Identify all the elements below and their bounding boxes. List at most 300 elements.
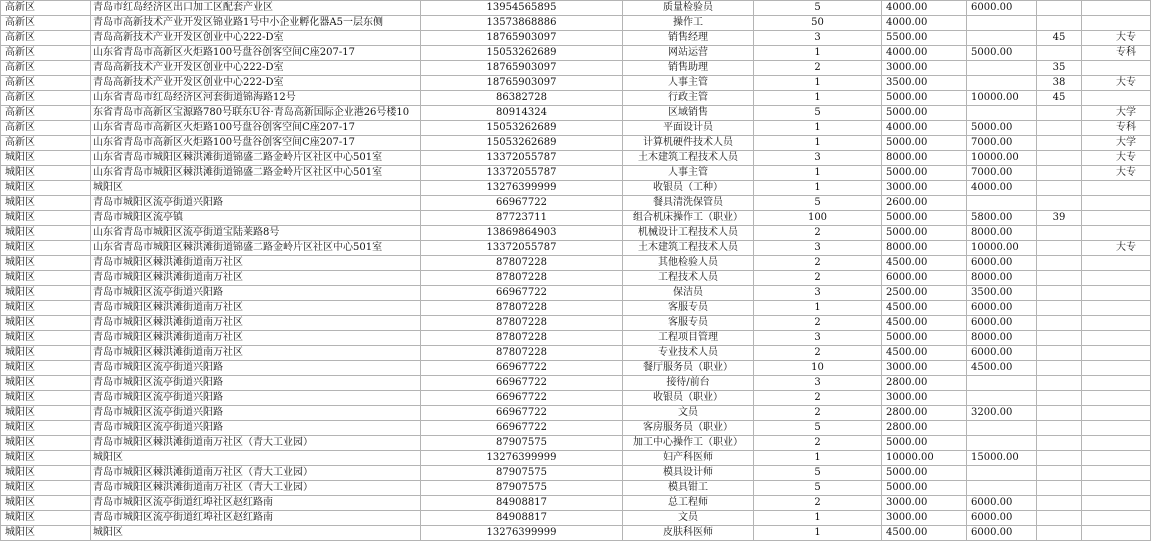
cell-max[interactable]: 8000.00 [967, 226, 1037, 241]
cell-address[interactable]: 青岛市城阳区流亭街道兴阳路 [91, 286, 421, 301]
cell-min[interactable]: 5000.00 [882, 466, 967, 481]
cell-age[interactable] [1037, 496, 1082, 511]
cell-max[interactable]: 5000.00 [967, 46, 1037, 61]
cell-district[interactable]: 高新区 [1, 136, 91, 151]
cell-count[interactable]: 2 [754, 316, 882, 331]
cell-job[interactable]: 区域销售 [623, 106, 754, 121]
cell-edu[interactable] [1082, 211, 1151, 226]
cell-address[interactable]: 青岛市城阳区流亭街道兴阳路 [91, 421, 421, 436]
cell-edu[interactable] [1082, 406, 1151, 421]
cell-max[interactable] [967, 436, 1037, 451]
cell-edu[interactable] [1082, 421, 1151, 436]
cell-address[interactable]: 青岛市城阳区流亭街道兴阳路 [91, 361, 421, 376]
cell-count[interactable]: 1 [754, 46, 882, 61]
cell-max[interactable]: 6000.00 [967, 301, 1037, 316]
cell-address[interactable]: 青岛市城阳区流亭街道红埠社区赵红路南 [91, 511, 421, 526]
cell-min[interactable]: 5000.00 [882, 436, 967, 451]
cell-phone[interactable]: 13276399999 [421, 526, 623, 541]
cell-edu[interactable] [1082, 451, 1151, 466]
cell-district[interactable]: 城阳区 [1, 466, 91, 481]
cell-phone[interactable]: 87807228 [421, 346, 623, 361]
cell-min[interactable]: 3000.00 [882, 496, 967, 511]
cell-max[interactable]: 6000.00 [967, 256, 1037, 271]
cell-address[interactable]: 青岛市城阳区棘洪滩街道南万社区 [91, 346, 421, 361]
cell-min[interactable]: 3500.00 [882, 76, 967, 91]
cell-job[interactable]: 人事主管 [623, 166, 754, 181]
cell-max[interactable] [967, 391, 1037, 406]
cell-min[interactable]: 2800.00 [882, 421, 967, 436]
cell-min[interactable]: 10000.00 [882, 451, 967, 466]
cell-age[interactable] [1037, 16, 1082, 31]
cell-min[interactable]: 3000.00 [882, 61, 967, 76]
cell-max[interactable]: 10000.00 [967, 151, 1037, 166]
cell-age[interactable] [1037, 271, 1082, 286]
cell-district[interactable]: 城阳区 [1, 241, 91, 256]
cell-phone[interactable]: 87907575 [421, 436, 623, 451]
cell-age[interactable] [1037, 316, 1082, 331]
cell-edu[interactable] [1082, 481, 1151, 496]
cell-edu[interactable]: 大专 [1082, 151, 1151, 166]
cell-count[interactable]: 5 [754, 466, 882, 481]
cell-phone[interactable]: 13372055787 [421, 166, 623, 181]
cell-phone[interactable]: 18765903097 [421, 61, 623, 76]
cell-age[interactable] [1037, 301, 1082, 316]
cell-address[interactable]: 青岛市城阳区棘洪滩街道南万社区（青大工业园） [91, 466, 421, 481]
cell-count[interactable]: 3 [754, 286, 882, 301]
cell-age[interactable] [1037, 361, 1082, 376]
cell-max[interactable]: 10000.00 [967, 241, 1037, 256]
cell-job[interactable]: 模具钳工 [623, 481, 754, 496]
cell-min[interactable]: 5000.00 [882, 91, 967, 106]
cell-district[interactable]: 城阳区 [1, 166, 91, 181]
cell-edu[interactable] [1082, 361, 1151, 376]
cell-max[interactable] [967, 376, 1037, 391]
cell-address[interactable]: 青岛高新技术产业开发区创业中心222-D室 [91, 61, 421, 76]
cell-job[interactable]: 机械设计工程技术人员 [623, 226, 754, 241]
cell-age[interactable]: 39 [1037, 211, 1082, 226]
cell-edu[interactable] [1082, 91, 1151, 106]
cell-phone[interactable]: 13372055787 [421, 241, 623, 256]
cell-phone[interactable]: 84908817 [421, 511, 623, 526]
cell-age[interactable] [1037, 226, 1082, 241]
cell-phone[interactable]: 87907575 [421, 466, 623, 481]
cell-job[interactable]: 皮肤科医师 [623, 526, 754, 541]
cell-district[interactable]: 城阳区 [1, 361, 91, 376]
cell-age[interactable] [1037, 511, 1082, 526]
cell-district[interactable]: 城阳区 [1, 226, 91, 241]
cell-edu[interactable] [1082, 286, 1151, 301]
cell-job[interactable]: 人事主管 [623, 76, 754, 91]
cell-job[interactable]: 网站运营 [623, 46, 754, 61]
cell-max[interactable]: 4000.00 [967, 181, 1037, 196]
cell-address[interactable]: 山东省青岛市城阳区棘洪滩街道锦盛二路金岭片区社区中心501室 [91, 151, 421, 166]
cell-max[interactable]: 6000.00 [967, 346, 1037, 361]
cell-count[interactable]: 1 [754, 526, 882, 541]
cell-max[interactable]: 6000.00 [967, 1, 1037, 16]
cell-phone[interactable]: 87723711 [421, 211, 623, 226]
cell-address[interactable]: 青岛高新技术产业开发区创业中心222-D室 [91, 76, 421, 91]
cell-address[interactable]: 青岛市城阳区棘洪滩街道南万社区 [91, 271, 421, 286]
cell-phone[interactable]: 66967722 [421, 286, 623, 301]
cell-max[interactable]: 7000.00 [967, 136, 1037, 151]
cell-edu[interactable] [1082, 331, 1151, 346]
cell-min[interactable]: 3000.00 [882, 391, 967, 406]
cell-min[interactable]: 4000.00 [882, 1, 967, 16]
cell-district[interactable]: 城阳区 [1, 256, 91, 271]
cell-district[interactable]: 高新区 [1, 121, 91, 136]
cell-address[interactable]: 青岛市红岛经济区出口加工区配套产业区 [91, 1, 421, 16]
cell-phone[interactable]: 80914324 [421, 106, 623, 121]
cell-age[interactable] [1037, 46, 1082, 61]
cell-job[interactable]: 其他检验人员 [623, 256, 754, 271]
cell-min[interactable]: 8000.00 [882, 151, 967, 166]
cell-max[interactable]: 6000.00 [967, 511, 1037, 526]
cell-count[interactable]: 2 [754, 391, 882, 406]
cell-max[interactable]: 15000.00 [967, 451, 1037, 466]
cell-district[interactable]: 城阳区 [1, 436, 91, 451]
cell-min[interactable]: 6000.00 [882, 271, 967, 286]
cell-address[interactable]: 青岛市城阳区流亭镇 [91, 211, 421, 226]
cell-job[interactable]: 工程技术人员 [623, 271, 754, 286]
cell-district[interactable]: 高新区 [1, 76, 91, 91]
cell-edu[interactable] [1082, 16, 1151, 31]
cell-job[interactable]: 加工中心操作工（职业） [623, 436, 754, 451]
cell-edu[interactable] [1082, 271, 1151, 286]
cell-district[interactable]: 城阳区 [1, 301, 91, 316]
cell-district[interactable]: 城阳区 [1, 421, 91, 436]
cell-phone[interactable]: 15053262689 [421, 46, 623, 61]
cell-district[interactable]: 高新区 [1, 1, 91, 16]
cell-district[interactable]: 城阳区 [1, 181, 91, 196]
cell-job[interactable]: 妇产科医师 [623, 451, 754, 466]
cell-age[interactable] [1037, 466, 1082, 481]
cell-district[interactable]: 城阳区 [1, 271, 91, 286]
cell-district[interactable]: 城阳区 [1, 346, 91, 361]
cell-job[interactable]: 餐厅服务员（职业） [623, 361, 754, 376]
cell-min[interactable]: 2600.00 [882, 196, 967, 211]
cell-max[interactable]: 5000.00 [967, 121, 1037, 136]
cell-district[interactable]: 城阳区 [1, 511, 91, 526]
cell-min[interactable]: 4500.00 [882, 346, 967, 361]
cell-min[interactable]: 5500.00 [882, 31, 967, 46]
cell-district[interactable]: 城阳区 [1, 481, 91, 496]
cell-max[interactable]: 6000.00 [967, 496, 1037, 511]
cell-max[interactable] [967, 466, 1037, 481]
cell-address[interactable]: 山东省青岛市城阳区棘洪滩街道锦盛二路金岭片区社区中心501室 [91, 166, 421, 181]
cell-edu[interactable] [1082, 376, 1151, 391]
cell-phone[interactable]: 87807228 [421, 331, 623, 346]
cell-address[interactable]: 城阳区 [91, 181, 421, 196]
cell-min[interactable]: 4000.00 [882, 46, 967, 61]
cell-count[interactable]: 5 [754, 106, 882, 121]
cell-phone[interactable]: 18765903097 [421, 76, 623, 91]
cell-phone[interactable]: 18765903097 [421, 31, 623, 46]
cell-edu[interactable]: 专科 [1082, 121, 1151, 136]
cell-edu[interactable]: 大学 [1082, 106, 1151, 121]
cell-phone[interactable]: 86382728 [421, 91, 623, 106]
cell-min[interactable]: 4500.00 [882, 316, 967, 331]
cell-max[interactable]: 3500.00 [967, 286, 1037, 301]
cell-age[interactable]: 45 [1037, 31, 1082, 46]
cell-age[interactable]: 38 [1037, 76, 1082, 91]
cell-phone[interactable]: 66967722 [421, 376, 623, 391]
cell-district[interactable]: 城阳区 [1, 451, 91, 466]
cell-max[interactable] [967, 106, 1037, 121]
cell-address[interactable]: 青岛市城阳区棘洪滩街道南万社区 [91, 331, 421, 346]
cell-job[interactable]: 操作工 [623, 16, 754, 31]
cell-address[interactable]: 青岛市城阳区棘洪滩街道南万社区（青大工业园） [91, 481, 421, 496]
cell-edu[interactable] [1082, 226, 1151, 241]
cell-edu[interactable]: 大专 [1082, 241, 1151, 256]
cell-address[interactable]: 山东省青岛市城阳区棘洪滩街道锦盛二路金岭片区社区中心501室 [91, 241, 421, 256]
cell-job[interactable]: 总工程师 [623, 496, 754, 511]
cell-count[interactable]: 2 [754, 61, 882, 76]
cell-age[interactable] [1037, 406, 1082, 421]
cell-age[interactable] [1037, 1, 1082, 16]
cell-phone[interactable]: 66967722 [421, 391, 623, 406]
cell-district[interactable]: 高新区 [1, 16, 91, 31]
cell-age[interactable] [1037, 391, 1082, 406]
cell-address[interactable]: 青岛市城阳区流亭街道红埠社区赵红路南 [91, 496, 421, 511]
cell-phone[interactable]: 15053262689 [421, 136, 623, 151]
cell-min[interactable]: 3000.00 [882, 511, 967, 526]
cell-count[interactable]: 1 [754, 76, 882, 91]
cell-age[interactable] [1037, 526, 1082, 541]
cell-min[interactable]: 2500.00 [882, 286, 967, 301]
cell-job[interactable]: 平面设计员 [623, 121, 754, 136]
cell-district[interactable]: 城阳区 [1, 391, 91, 406]
cell-max[interactable]: 7000.00 [967, 166, 1037, 181]
cell-job[interactable]: 客房服务员（职业） [623, 421, 754, 436]
cell-age[interactable] [1037, 106, 1082, 121]
cell-min[interactable]: 5000.00 [882, 226, 967, 241]
cell-age[interactable] [1037, 151, 1082, 166]
cell-job[interactable]: 专业技术人员 [623, 346, 754, 361]
cell-district[interactable]: 城阳区 [1, 376, 91, 391]
cell-job[interactable]: 文员 [623, 406, 754, 421]
cell-job[interactable]: 收银员（工种） [623, 181, 754, 196]
cell-edu[interactable] [1082, 256, 1151, 271]
cell-max[interactable]: 4500.00 [967, 361, 1037, 376]
cell-district[interactable]: 城阳区 [1, 286, 91, 301]
cell-min[interactable]: 2800.00 [882, 406, 967, 421]
cell-count[interactable]: 3 [754, 376, 882, 391]
cell-count[interactable]: 2 [754, 271, 882, 286]
cell-phone[interactable]: 13954565895 [421, 1, 623, 16]
cell-count[interactable]: 3 [754, 331, 882, 346]
cell-min[interactable]: 4000.00 [882, 121, 967, 136]
cell-max[interactable]: 8000.00 [967, 331, 1037, 346]
cell-address[interactable]: 青岛市城阳区流亭街道兴阳路 [91, 196, 421, 211]
cell-district[interactable]: 高新区 [1, 31, 91, 46]
cell-district[interactable]: 城阳区 [1, 406, 91, 421]
cell-district[interactable]: 城阳区 [1, 151, 91, 166]
cell-phone[interactable]: 15053262689 [421, 121, 623, 136]
cell-job[interactable]: 客服专员 [623, 316, 754, 331]
cell-phone[interactable]: 66967722 [421, 196, 623, 211]
cell-count[interactable]: 1 [754, 121, 882, 136]
cell-edu[interactable] [1082, 511, 1151, 526]
cell-edu[interactable] [1082, 496, 1151, 511]
cell-district[interactable]: 高新区 [1, 106, 91, 121]
cell-edu[interactable] [1082, 391, 1151, 406]
cell-min[interactable]: 5000.00 [882, 331, 967, 346]
cell-age[interactable] [1037, 286, 1082, 301]
cell-count[interactable]: 3 [754, 31, 882, 46]
cell-address[interactable]: 青岛市城阳区棘洪滩街道南万社区 [91, 316, 421, 331]
cell-job[interactable]: 模具设计师 [623, 466, 754, 481]
cell-count[interactable]: 3 [754, 241, 882, 256]
cell-min[interactable]: 5000.00 [882, 166, 967, 181]
cell-job[interactable]: 土木建筑工程技术人员 [623, 241, 754, 256]
cell-edu[interactable] [1082, 61, 1151, 76]
cell-edu[interactable] [1082, 526, 1151, 541]
cell-max[interactable] [967, 421, 1037, 436]
cell-min[interactable]: 5000.00 [882, 211, 967, 226]
cell-job[interactable]: 计算机硬件技术人员 [623, 136, 754, 151]
cell-phone[interactable]: 87807228 [421, 256, 623, 271]
cell-min[interactable]: 4500.00 [882, 256, 967, 271]
cell-edu[interactable] [1082, 301, 1151, 316]
cell-address[interactable]: 青岛市城阳区棘洪滩街道南万社区 [91, 301, 421, 316]
cell-count[interactable]: 2 [754, 496, 882, 511]
cell-count[interactable]: 2 [754, 406, 882, 421]
cell-min[interactable]: 4000.00 [882, 16, 967, 31]
cell-job[interactable]: 土木建筑工程技术人员 [623, 151, 754, 166]
cell-phone[interactable]: 87807228 [421, 316, 623, 331]
cell-district[interactable]: 城阳区 [1, 526, 91, 541]
cell-job[interactable]: 餐具清洗保管员 [623, 196, 754, 211]
cell-count[interactable]: 5 [754, 421, 882, 436]
cell-age[interactable] [1037, 196, 1082, 211]
cell-phone[interactable]: 66967722 [421, 406, 623, 421]
cell-address[interactable]: 青岛市城阳区流亭街道兴阳路 [91, 391, 421, 406]
cell-job[interactable]: 保洁员 [623, 286, 754, 301]
cell-max[interactable] [967, 481, 1037, 496]
cell-min[interactable]: 8000.00 [882, 241, 967, 256]
cell-age[interactable] [1037, 376, 1082, 391]
cell-edu[interactable] [1082, 196, 1151, 211]
cell-count[interactable]: 2 [754, 346, 882, 361]
cell-address[interactable]: 青岛市城阳区棘洪滩街道南万社区（青大工业园） [91, 436, 421, 451]
cell-age[interactable] [1037, 136, 1082, 151]
cell-count[interactable]: 5 [754, 196, 882, 211]
cell-age[interactable]: 35 [1037, 61, 1082, 76]
cell-max[interactable] [967, 76, 1037, 91]
cell-district[interactable]: 城阳区 [1, 316, 91, 331]
cell-phone[interactable]: 87907575 [421, 481, 623, 496]
cell-edu[interactable]: 专科 [1082, 46, 1151, 61]
cell-district[interactable]: 城阳区 [1, 331, 91, 346]
cell-address[interactable]: 青岛市城阳区流亭街道兴阳路 [91, 406, 421, 421]
cell-max[interactable] [967, 61, 1037, 76]
cell-age[interactable] [1037, 256, 1082, 271]
cell-address[interactable]: 青岛市城阳区棘洪滩街道南万社区 [91, 256, 421, 271]
cell-min[interactable]: 5000.00 [882, 481, 967, 496]
cell-edu[interactable] [1082, 316, 1151, 331]
cell-job[interactable]: 工程项目管理 [623, 331, 754, 346]
cell-count[interactable]: 1 [754, 91, 882, 106]
cell-district[interactable]: 高新区 [1, 91, 91, 106]
cell-max[interactable]: 5800.00 [967, 211, 1037, 226]
cell-count[interactable]: 1 [754, 451, 882, 466]
cell-address[interactable]: 青岛市城阳区流亭街道兴阳路 [91, 376, 421, 391]
cell-min[interactable]: 4500.00 [882, 526, 967, 541]
cell-age[interactable] [1037, 346, 1082, 361]
cell-edu[interactable] [1082, 466, 1151, 481]
cell-district[interactable]: 城阳区 [1, 196, 91, 211]
cell-max[interactable]: 3200.00 [967, 406, 1037, 421]
cell-min[interactable]: 4500.00 [882, 301, 967, 316]
cell-edu[interactable]: 大学 [1082, 136, 1151, 151]
cell-count[interactable]: 1 [754, 181, 882, 196]
cell-edu[interactable]: 大专 [1082, 166, 1151, 181]
cell-max[interactable]: 10000.00 [967, 91, 1037, 106]
cell-job[interactable]: 组合机床操作工（职业） [623, 211, 754, 226]
cell-job[interactable]: 收银员（职业） [623, 391, 754, 406]
cell-address[interactable]: 城阳区 [91, 451, 421, 466]
cell-district[interactable]: 高新区 [1, 61, 91, 76]
cell-max[interactable]: 8000.00 [967, 271, 1037, 286]
cell-edu[interactable] [1082, 1, 1151, 16]
cell-max[interactable] [967, 16, 1037, 31]
cell-max[interactable] [967, 31, 1037, 46]
cell-job[interactable]: 接待/前台 [623, 376, 754, 391]
cell-job[interactable]: 销售经理 [623, 31, 754, 46]
cell-edu[interactable] [1082, 181, 1151, 196]
cell-phone[interactable]: 87807228 [421, 271, 623, 286]
cell-address[interactable]: 山东省青岛市城阳区流亭街道宝陆莱路8号 [91, 226, 421, 241]
cell-phone[interactable]: 13869864903 [421, 226, 623, 241]
cell-edu[interactable] [1082, 346, 1151, 361]
cell-count[interactable]: 3 [754, 151, 882, 166]
cell-phone[interactable]: 13372055787 [421, 151, 623, 166]
cell-address[interactable]: 东省青岛市高新区宝源路780号联东U谷·青岛高新国际企业港26号楼10 [91, 106, 421, 121]
cell-min[interactable]: 5000.00 [882, 106, 967, 121]
cell-phone[interactable]: 66967722 [421, 421, 623, 436]
cell-max[interactable]: 6000.00 [967, 316, 1037, 331]
cell-phone[interactable]: 13573868886 [421, 16, 623, 31]
cell-min[interactable]: 5000.00 [882, 136, 967, 151]
cell-age[interactable] [1037, 241, 1082, 256]
cell-phone[interactable]: 87807228 [421, 301, 623, 316]
cell-count[interactable]: 5 [754, 1, 882, 16]
cell-count[interactable]: 1 [754, 166, 882, 181]
cell-age[interactable] [1037, 331, 1082, 346]
cell-job[interactable]: 销售助理 [623, 61, 754, 76]
cell-phone[interactable]: 66967722 [421, 361, 623, 376]
cell-address[interactable]: 城阳区 [91, 526, 421, 541]
cell-address[interactable]: 山东省青岛市红岛经济区河套街道锦海路12号 [91, 91, 421, 106]
cell-count[interactable]: 2 [754, 256, 882, 271]
cell-phone[interactable]: 13276399999 [421, 451, 623, 466]
cell-count[interactable]: 1 [754, 136, 882, 151]
cell-count[interactable]: 100 [754, 211, 882, 226]
cell-district[interactable]: 高新区 [1, 46, 91, 61]
cell-count[interactable]: 2 [754, 436, 882, 451]
cell-edu[interactable]: 大专 [1082, 76, 1151, 91]
cell-count[interactable]: 50 [754, 16, 882, 31]
cell-count[interactable]: 10 [754, 361, 882, 376]
cell-edu[interactable]: 大专 [1082, 31, 1151, 46]
cell-max[interactable]: 6000.00 [967, 526, 1037, 541]
cell-job[interactable]: 行政主管 [623, 91, 754, 106]
cell-count[interactable]: 1 [754, 511, 882, 526]
cell-age[interactable] [1037, 436, 1082, 451]
cell-address[interactable]: 青岛市高新技术产业开发区锦业路1号中小企业孵化器A5一层东侧 [91, 16, 421, 31]
cell-age[interactable] [1037, 481, 1082, 496]
cell-age[interactable] [1037, 421, 1082, 436]
